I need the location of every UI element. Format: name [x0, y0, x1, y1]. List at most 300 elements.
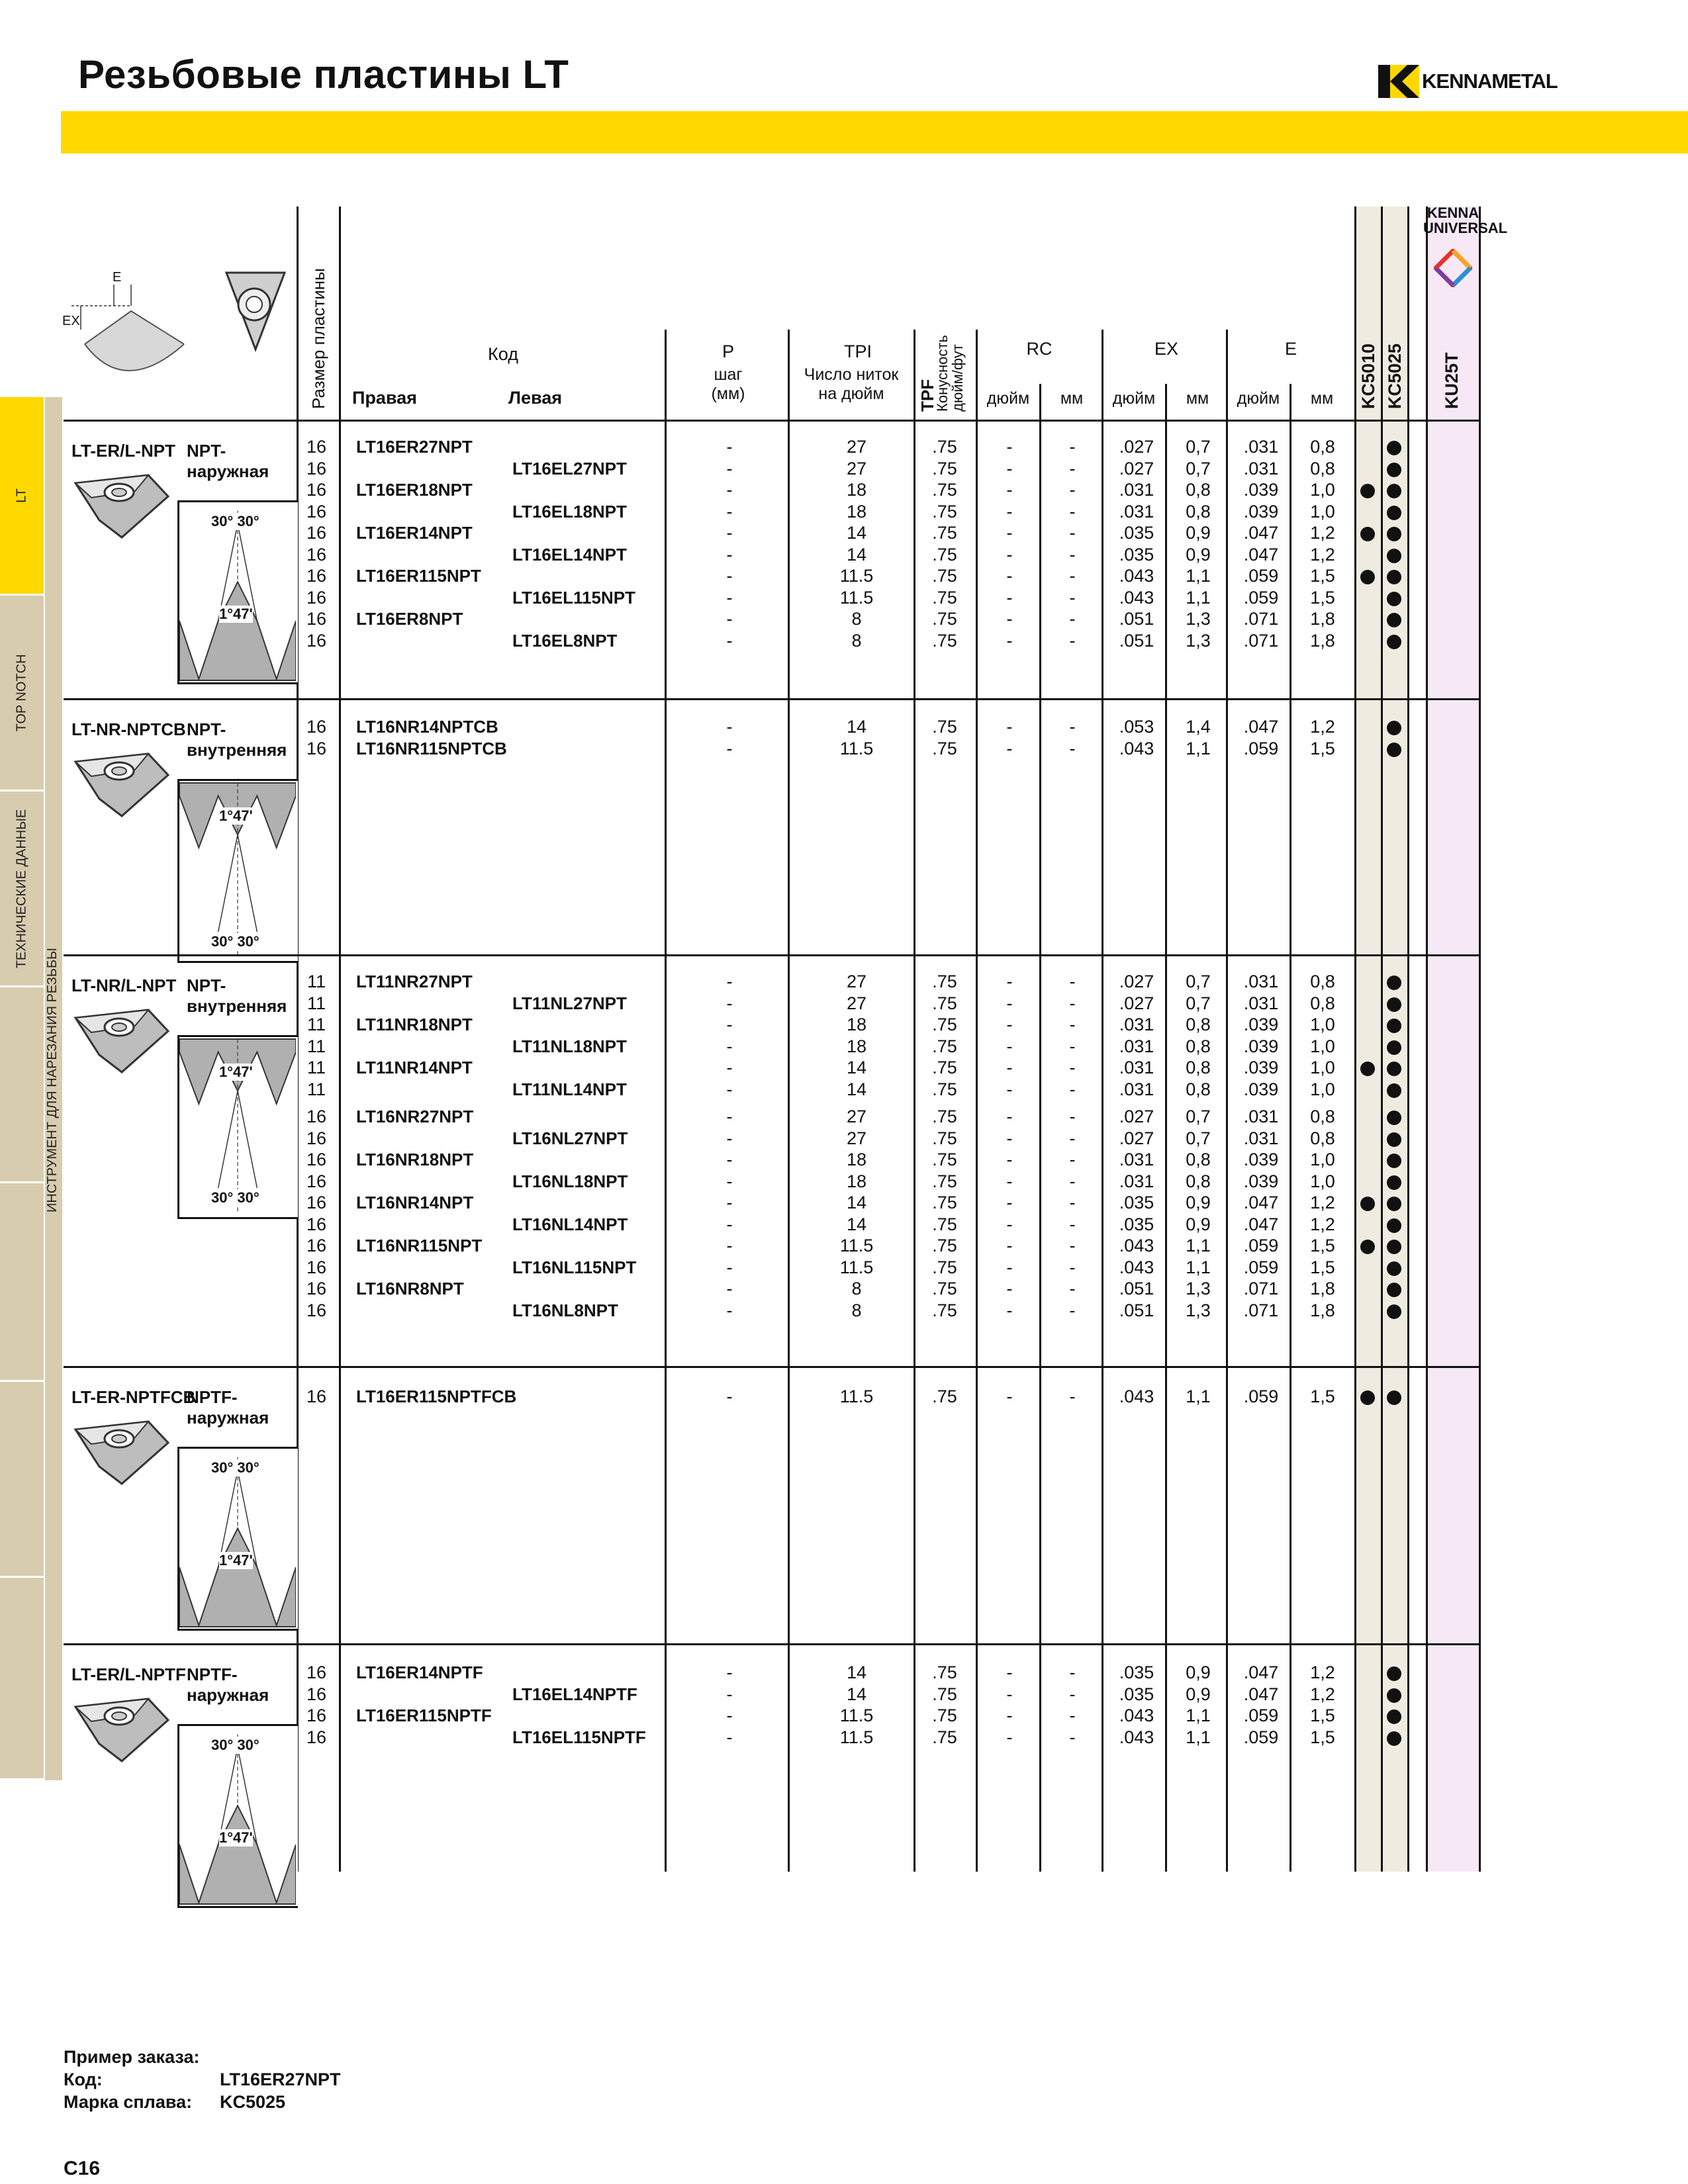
- pitch: -: [726, 1214, 733, 1234]
- rc-inch: -: [1006, 1107, 1013, 1126]
- ex-header: EX: [1154, 339, 1179, 359]
- tpi: 8: [851, 1300, 862, 1320]
- tpi: 27: [846, 993, 867, 1013]
- rc-mm: -: [1069, 1214, 1076, 1234]
- ex-mm: 1,1: [1186, 1706, 1211, 1725]
- e-mm: 0,8: [1310, 437, 1335, 457]
- table-row: [0, 1193, 1688, 1214]
- insert-size: 16: [306, 587, 327, 608]
- kc5025-availability-dot: [1387, 1240, 1401, 1254]
- rc-mm: -: [1069, 1128, 1076, 1148]
- rc-inch: -: [1006, 1079, 1013, 1099]
- ex-mm: 1,3: [1186, 1279, 1211, 1298]
- taper-angle-label: 1°47': [219, 807, 253, 824]
- tpf: .75: [932, 1058, 957, 1077]
- tpf: .75: [932, 544, 957, 565]
- e-mm: 1,8: [1310, 630, 1335, 651]
- rc-mm: -: [1069, 437, 1076, 457]
- tpf: .75: [932, 993, 957, 1013]
- kc5025-availability-dot: [1387, 1304, 1401, 1319]
- ex-inch: .031: [1119, 1015, 1154, 1034]
- table-row: [0, 631, 1688, 652]
- ex-mm: 0,9: [1186, 1214, 1211, 1234]
- rc-inch: -: [1006, 1727, 1013, 1747]
- tpf: .75: [932, 1236, 957, 1255]
- kenna-universal-icon: [1434, 249, 1472, 287]
- order-grade-value: KC5025: [220, 2091, 286, 2112]
- order-example-title: Пример заказа:: [64, 2047, 200, 2067]
- insert-size: 16: [306, 738, 327, 758]
- e-inch: .071: [1243, 609, 1279, 629]
- rc-inch: -: [1006, 1150, 1013, 1169]
- e-mm: 1,2: [1310, 544, 1335, 565]
- kc5010-availability-dot: [1360, 1240, 1375, 1254]
- e-inch: .047: [1243, 1662, 1279, 1682]
- table-row: [0, 1279, 1688, 1300]
- e-inch: .039: [1243, 1171, 1279, 1191]
- pitch: -: [726, 1387, 733, 1406]
- kc5025-availability-dot: [1387, 1062, 1401, 1076]
- angle-label: 30° 30°: [211, 513, 259, 529]
- code-left: LT16NL27NPT: [512, 1128, 628, 1148]
- code-left: LT16NL18NPT: [512, 1171, 628, 1191]
- ex-inch: .027: [1119, 437, 1154, 457]
- insert-size: 16: [306, 1236, 327, 1255]
- group-name: LT-NR/L-NPT: [71, 976, 177, 995]
- rc-inch: -: [1006, 501, 1013, 522]
- e-inch: .039: [1243, 1058, 1279, 1077]
- group-insert-icon: [69, 1410, 175, 1489]
- e-inch: .039: [1243, 480, 1279, 500]
- e-inch: .047: [1243, 1193, 1279, 1212]
- e-mm: 1,0: [1310, 1036, 1335, 1056]
- tpf: .75: [932, 1662, 957, 1682]
- kc5025-availability-dot: [1387, 441, 1401, 455]
- pitch: -: [726, 717, 733, 737]
- group-separator: [64, 1366, 1479, 1368]
- ex-inch: .035: [1119, 544, 1154, 565]
- rc-inch-header: дюйм: [986, 389, 1030, 408]
- thread-profile: [177, 779, 298, 963]
- tpf: .75: [932, 1128, 957, 1148]
- pitch: -: [726, 437, 733, 457]
- code-left: LT16EL115NPTF: [512, 1727, 646, 1747]
- tpi: 11.5: [839, 1236, 874, 1255]
- insert-size: 16: [306, 544, 327, 565]
- e-mm: 0,8: [1310, 972, 1335, 991]
- e-mm: 0,8: [1310, 458, 1335, 478]
- rc-inch: -: [1006, 1279, 1013, 1298]
- tpf: .75: [932, 480, 957, 500]
- kc5025-availability-dot: [1387, 1040, 1401, 1055]
- e-mm: 1,5: [1310, 738, 1335, 758]
- table-row: [0, 1015, 1688, 1036]
- insert-size: 16: [306, 1171, 327, 1191]
- e-inch: .031: [1243, 993, 1279, 1013]
- kc5010-availability-dot: [1360, 527, 1375, 541]
- tpf: .75: [932, 1150, 957, 1169]
- ex-inch: .031: [1119, 480, 1154, 500]
- e-inch: .059: [1243, 738, 1279, 758]
- pitch: -: [726, 1236, 733, 1255]
- code-right: LT16NR115NPTCB: [356, 738, 507, 758]
- kc5025-availability-dot: [1387, 1197, 1401, 1211]
- group-thread-type: NPT- внутренняя: [187, 976, 287, 1017]
- ex-inch: .027: [1119, 993, 1154, 1013]
- insert-size: 16: [306, 437, 327, 457]
- ex-inch: .027: [1119, 1128, 1154, 1148]
- pitch: -: [726, 1727, 733, 1747]
- table-row: [0, 437, 1688, 458]
- tpi: 8: [851, 630, 862, 651]
- pitch: -: [726, 993, 733, 1013]
- ex-inch: .043: [1119, 1236, 1154, 1255]
- e-mm: 1,5: [1310, 1727, 1335, 1747]
- rc-mm: -: [1069, 972, 1076, 991]
- tpi: 11.5: [839, 1387, 874, 1406]
- e-mm: 1,0: [1310, 1150, 1335, 1169]
- kc5025-availability-dot: [1387, 506, 1401, 520]
- rc-inch: -: [1006, 717, 1013, 737]
- diagram-ex-label: EX: [62, 314, 80, 328]
- taper-header: Конусность дюйм/фут: [934, 335, 966, 412]
- group-name: LT-ER-NPTFCB: [71, 1387, 196, 1407]
- tpf: .75: [932, 566, 957, 586]
- rc-mm: -: [1069, 1662, 1076, 1682]
- pitch: -: [726, 587, 733, 608]
- tpi: 11.5: [839, 1727, 874, 1747]
- rc-mm: -: [1069, 993, 1076, 1013]
- table-row: [0, 717, 1688, 738]
- code-left: LT16EL18NPT: [512, 501, 627, 522]
- e-inch: .039: [1243, 1015, 1279, 1034]
- ex-inch: .051: [1119, 630, 1154, 651]
- group-separator: [64, 1643, 1479, 1645]
- p-sub-header: шаг (мм): [711, 365, 745, 403]
- code-left: LT16EL8NPT: [512, 630, 618, 651]
- pitch: -: [726, 1107, 733, 1126]
- rc-mm: -: [1069, 738, 1076, 758]
- tpf: .75: [932, 1387, 957, 1406]
- table-row: [0, 993, 1688, 1015]
- pitch: -: [726, 566, 733, 586]
- kc5010-availability-dot: [1360, 1062, 1375, 1076]
- ex-inch: .051: [1119, 1300, 1154, 1320]
- rc-inch: -: [1006, 630, 1013, 651]
- order-grade-label: Марка сплава:: [64, 2091, 193, 2112]
- rc-inch: -: [1006, 523, 1013, 543]
- tpf: .75: [932, 1214, 957, 1234]
- side-tab-label: LT: [14, 488, 29, 503]
- rc-inch: -: [1006, 458, 1013, 478]
- table-row: [0, 1236, 1688, 1257]
- tpf: .75: [932, 1107, 957, 1126]
- rc-header: RC: [1026, 339, 1053, 359]
- e-mm: 1,0: [1310, 1171, 1335, 1191]
- e-inch: .059: [1243, 566, 1279, 586]
- e-mm: 1,0: [1310, 1079, 1335, 1099]
- ex-inch: .051: [1119, 1279, 1154, 1298]
- rc-mm: -: [1069, 1279, 1076, 1298]
- e-mm: 1,5: [1310, 1387, 1335, 1406]
- ex-inch: .031: [1119, 1171, 1154, 1191]
- rc-inch: -: [1006, 566, 1013, 586]
- table-row: [0, 480, 1688, 501]
- pitch: -: [726, 738, 733, 758]
- kc5010-availability-dot: [1360, 1390, 1375, 1405]
- pitch: -: [726, 630, 733, 651]
- kc5025-availability-dot: [1387, 1666, 1401, 1681]
- pitch: -: [726, 972, 733, 991]
- tpi: 18: [846, 1036, 867, 1056]
- table-row: [0, 1036, 1688, 1058]
- taper-angle-label: 1°47': [219, 606, 253, 622]
- kc5025-availability-dot: [1387, 613, 1401, 627]
- kc5010-availability-dot: [1360, 570, 1375, 584]
- table-row: [0, 1150, 1688, 1171]
- e-mm: 1,5: [1310, 566, 1335, 586]
- kc5025-availability-dot: [1387, 1261, 1401, 1276]
- kc5025-availability-dot: [1387, 592, 1401, 606]
- code-left: LT16NL115NPT: [512, 1257, 637, 1277]
- table-row: [0, 523, 1688, 544]
- ex-mm: 0,7: [1186, 1128, 1211, 1148]
- tpf: .75: [932, 1279, 957, 1298]
- rc-mm: -: [1069, 1300, 1076, 1320]
- ex-inch: .043: [1119, 1727, 1154, 1747]
- table-row: [0, 972, 1688, 993]
- ex-inch: .035: [1119, 1193, 1154, 1212]
- group-name: LT-ER/L-NPT: [71, 441, 175, 461]
- ku25t-header: KU25T: [1442, 352, 1462, 409]
- insert-size-header: Размер пластины: [308, 268, 328, 409]
- pitch: -: [726, 1684, 733, 1704]
- table-row: [0, 1706, 1688, 1727]
- kc5025-availability-dot: [1387, 549, 1401, 563]
- pitch: -: [726, 1300, 733, 1320]
- group-name: LT-NR-NPTCB: [71, 719, 186, 739]
- e-inch: .039: [1243, 1079, 1279, 1099]
- e-inch: .039: [1243, 1150, 1279, 1169]
- table-row: [0, 1387, 1688, 1408]
- pitch: -: [726, 501, 733, 522]
- e-inch: .047: [1243, 1214, 1279, 1234]
- thread-profile: [177, 1447, 298, 1631]
- e-mm: 1,2: [1310, 717, 1335, 737]
- ex-inch: .043: [1119, 587, 1154, 608]
- insert-size: 11: [306, 1036, 326, 1056]
- insert-size: 11: [306, 1058, 326, 1077]
- tpf: .75: [932, 587, 957, 608]
- tpf: .75: [932, 609, 957, 629]
- ex-mm: 0,8: [1186, 480, 1211, 500]
- diagram-e-label: E: [113, 270, 122, 285]
- ex-inch: .027: [1119, 458, 1154, 478]
- angle-label: 30° 30°: [211, 1737, 259, 1753]
- e-inch: .047: [1243, 1684, 1279, 1704]
- group-thread-type: NPT- внутренняя: [187, 719, 287, 760]
- tpf: .75: [932, 1015, 957, 1034]
- code-right: LT16NR8NPT: [356, 1279, 464, 1298]
- e-inch: .047: [1243, 523, 1279, 543]
- pitch: -: [726, 1128, 733, 1148]
- kc5025-availability-dot: [1387, 1083, 1401, 1098]
- pitch: -: [726, 1150, 733, 1169]
- rc-mm: -: [1069, 1171, 1076, 1191]
- insert-size: 16: [306, 609, 327, 629]
- rc-inch: -: [1006, 1387, 1013, 1406]
- e-mm: 1,2: [1310, 1684, 1335, 1704]
- tpi: 14: [846, 717, 867, 737]
- e-mm: 1,5: [1310, 1706, 1335, 1725]
- rc-mm: -: [1069, 630, 1076, 651]
- tpi: 14: [846, 544, 867, 565]
- insert-size: 16: [306, 1279, 327, 1298]
- rc-inch: -: [1006, 1300, 1013, 1320]
- table-row: [0, 545, 1688, 566]
- ex-mm: 0,8: [1186, 1171, 1211, 1191]
- tpi: 14: [846, 1684, 867, 1704]
- code-left: LT16EL14NPTF: [512, 1684, 637, 1704]
- pitch: -: [726, 1079, 733, 1099]
- ex-mm: 0,7: [1186, 458, 1211, 478]
- kc5025-availability-dot: [1387, 484, 1401, 498]
- table-row: [0, 1300, 1688, 1322]
- code-right: LT16ER14NPTF: [356, 1662, 483, 1682]
- e-mm: 1,8: [1310, 609, 1335, 629]
- ex-mm: 1,3: [1186, 1300, 1211, 1320]
- e-inch: .031: [1243, 972, 1279, 991]
- group-separator: [64, 420, 1479, 422]
- insert-size: 16: [306, 523, 327, 543]
- tpf: .75: [932, 523, 957, 543]
- table-row: [0, 566, 1688, 587]
- code-right: LT16ER8NPT: [356, 609, 463, 629]
- rc-inch: -: [1006, 1015, 1013, 1034]
- ex-mm: 1,1: [1186, 1236, 1211, 1255]
- ex-inch: .027: [1119, 972, 1154, 991]
- ex-mm: 0,7: [1186, 993, 1211, 1013]
- rc-mm: -: [1069, 1236, 1076, 1255]
- ex-mm: 0,9: [1186, 1662, 1211, 1682]
- taper-angle-label: 1°47': [219, 1829, 253, 1846]
- ex-mm: 0,8: [1186, 501, 1211, 522]
- insert-size: 16: [306, 1684, 327, 1704]
- tpi: 8: [851, 609, 862, 629]
- rc-mm: -: [1069, 717, 1076, 737]
- tpi-header: TPI: [843, 341, 872, 361]
- rc-mm: -: [1069, 1193, 1076, 1212]
- pitch: -: [726, 1193, 733, 1212]
- tpf: .75: [932, 437, 957, 457]
- insert-size: 16: [306, 1662, 327, 1682]
- rc-inch: -: [1006, 1036, 1013, 1056]
- rc-inch: -: [1006, 609, 1013, 629]
- angle-label: 30° 30°: [211, 1189, 259, 1206]
- ex-mm: 1,1: [1186, 566, 1211, 586]
- insert-size: 16: [306, 1107, 327, 1126]
- ex-inch: .043: [1119, 1387, 1154, 1406]
- tpi: 18: [846, 1150, 867, 1169]
- tpi: 18: [846, 1015, 867, 1034]
- ex-mm: 0,9: [1186, 523, 1211, 543]
- e-inch: .047: [1243, 717, 1279, 737]
- table-row: [0, 1727, 1688, 1749]
- kc5025-availability-dot: [1387, 976, 1401, 990]
- tpi-sub-header: Число ниток на дюйм: [804, 365, 899, 403]
- tpf-header: TPF: [917, 379, 937, 412]
- rc-inch: -: [1006, 1214, 1013, 1234]
- e-inch: .071: [1243, 1300, 1279, 1320]
- e-inch: .031: [1243, 1107, 1279, 1126]
- code-left: LT11NL27NPT: [512, 993, 627, 1013]
- pitch: -: [726, 523, 733, 543]
- tpf: .75: [932, 717, 957, 737]
- ex-mm: 1,1: [1186, 1387, 1211, 1406]
- tpf: .75: [932, 1300, 957, 1320]
- tpf: .75: [932, 1684, 957, 1704]
- pitch: -: [726, 1279, 733, 1298]
- thread-profile: [177, 1724, 298, 1908]
- tpf: .75: [932, 1036, 957, 1056]
- e-mm: 0,8: [1310, 993, 1335, 1013]
- rc-inch: -: [1006, 437, 1013, 457]
- ex-mm: 1,3: [1186, 609, 1211, 629]
- side-tab-label: TOP NOTCH: [14, 653, 29, 732]
- ex-mm-header: мм: [1186, 389, 1209, 408]
- e-inch: .031: [1243, 458, 1279, 478]
- ex-mm: 0,9: [1186, 1684, 1211, 1704]
- e-inch-header: дюйм: [1237, 389, 1280, 408]
- tpi: 11.5: [839, 1706, 874, 1725]
- ex-inch: .035: [1119, 1662, 1154, 1682]
- kc5010-availability-dot: [1360, 484, 1375, 498]
- rc-mm: -: [1069, 1257, 1076, 1277]
- tpi: 8: [851, 1279, 862, 1298]
- tpf: .75: [932, 458, 957, 478]
- code-left: LT16EL115NPT: [512, 587, 635, 608]
- ex-mm: 0,9: [1186, 544, 1211, 565]
- tpi: 11.5: [839, 738, 874, 758]
- rc-mm: -: [1069, 1150, 1076, 1169]
- rc-mm: -: [1069, 1727, 1076, 1747]
- e-mm: 1,0: [1310, 501, 1335, 522]
- kc5010-header: KC5010: [1358, 343, 1378, 409]
- kc5010-availability-dot: [1360, 1197, 1375, 1211]
- tpi: 14: [846, 1662, 867, 1682]
- rc-mm: -: [1069, 1684, 1076, 1704]
- tpf: .75: [932, 1257, 957, 1277]
- tpf: .75: [932, 501, 957, 522]
- pitch: -: [726, 609, 733, 629]
- tpf: .75: [932, 1706, 957, 1725]
- rc-mm: -: [1069, 544, 1076, 565]
- angle-label: 30° 30°: [211, 933, 259, 950]
- kc5025-availability-dot: [1387, 1132, 1401, 1147]
- insert-icon: [207, 265, 293, 357]
- kc5025-availability-dot: [1387, 570, 1401, 584]
- insert-size: 16: [306, 458, 327, 478]
- rc-mm: -: [1069, 1015, 1076, 1034]
- rc-mm: -: [1069, 1036, 1076, 1056]
- page-title: Резьбовые пластины LT: [78, 52, 569, 97]
- rc-mm: -: [1069, 458, 1076, 478]
- ex-mm: 0,8: [1186, 1079, 1211, 1099]
- code-left: LT16EL14NPT: [512, 544, 627, 565]
- rc-inch: -: [1006, 1128, 1013, 1148]
- tpf: .75: [932, 1727, 957, 1747]
- kc5025-availability-dot: [1387, 1175, 1401, 1190]
